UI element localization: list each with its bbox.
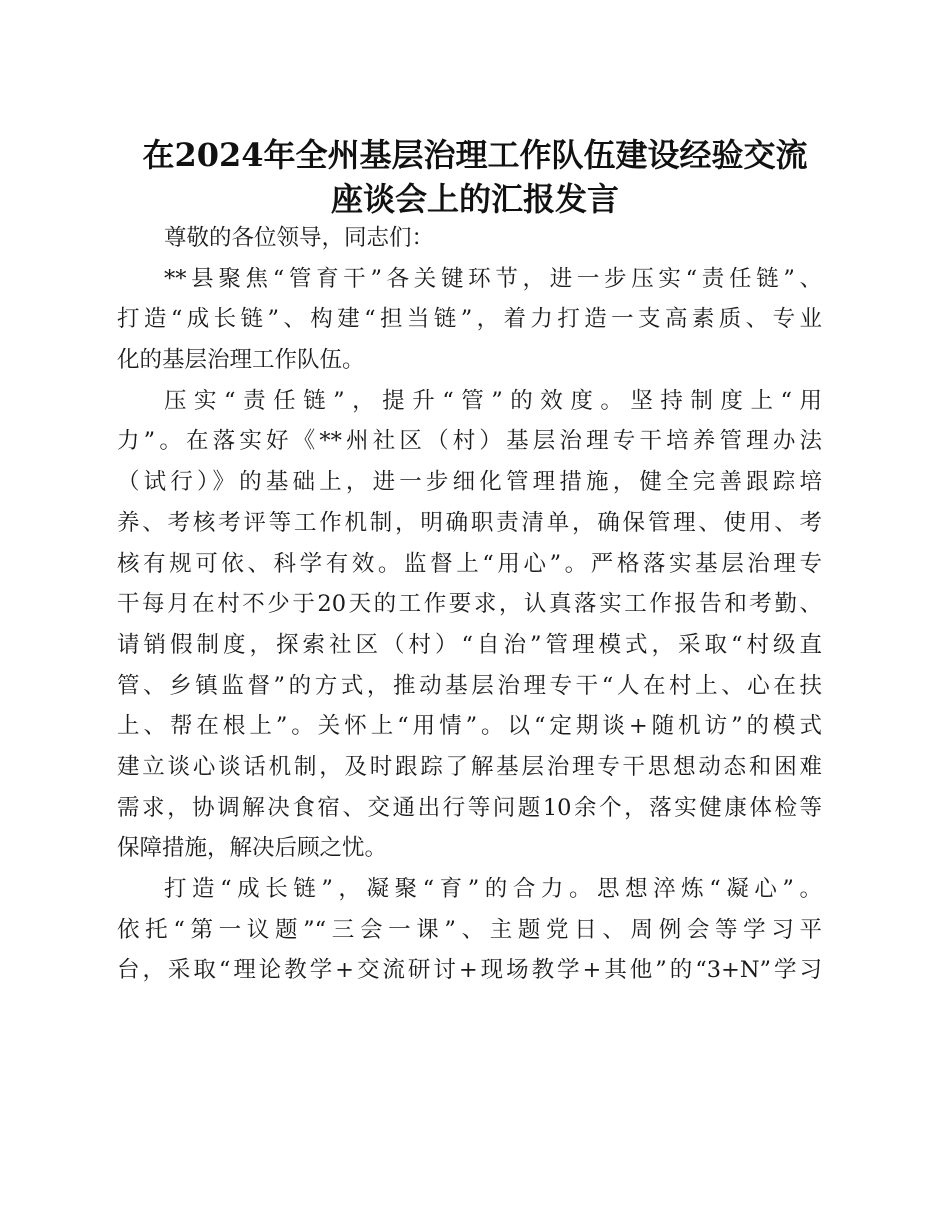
document-title	[100, 133, 850, 221]
paragraph-line: 台，采取“理论教学+交流研讨+现场教学+其他”的“3+N”学习	[117, 957, 822, 984]
document-body	[117, 218, 822, 991]
paragraph-line: 需求，协调解决食宿、交通出行等问题10余个，落实健康体检等	[117, 794, 822, 821]
paragraph-line: 保障措施，解决后顾之忧。	[117, 835, 388, 862]
paragraph-line: 请销假制度，探索社区（村）“自治”管理模式，采取“村级直	[117, 631, 822, 658]
paragraph-line: 打造“成长链”、构建“担当链”，着力打造一支高素质、专业	[117, 306, 822, 333]
title-line-1: 在2024年全州基层治理工作队伍建设经验交流	[142, 136, 808, 174]
paragraph-line: 管、乡镇监督”的方式，推动基层治理专干“人在村上、心在扶	[117, 672, 822, 699]
paragraph-line: 干每月在村不少于20天的工作要求，认真落实工作报告和考勤、	[117, 591, 822, 618]
paragraph-line: 化的基层治理工作队伍。	[117, 347, 365, 374]
paragraph-line: 上、帮在根上”。关怀上“用情”。以“定期谈+随机访”的模式	[117, 713, 822, 740]
salutation: 尊敬的各位领导，同志们：	[164, 225, 435, 251]
title-line-2: 座谈会上的汇报发言	[330, 180, 619, 218]
paragraph-line: 养、考核考评等工作机制，明确职责清单，确保管理、使用、考	[117, 509, 822, 536]
paragraph-line: 依托“第一议题”“三会一课”、主题党日、周例会等学习平	[117, 916, 822, 943]
paragraph-line: **县聚焦“管育干”各关键环节，进一步压实“责任链”、	[164, 265, 822, 292]
paragraph-line: 建立谈心谈话机制，及时跟踪了解基层治理专干思想动态和困难	[117, 753, 822, 780]
paragraph-line: 力”。在落实好《**州社区（村）基层治理专干培养管理办法	[117, 428, 822, 455]
paragraph-line: 压实“责任链”，提升“管”的效度。坚持制度上“用	[164, 387, 822, 414]
paragraph-line: 核有规可依、科学有效。监督上“用心”。严格落实基层治理专	[117, 550, 822, 577]
paragraph-line: 打造“成长链”，凝聚“育”的合力。思想淬炼“凝心”。	[164, 876, 822, 902]
paragraph-line: （试行）》的基础上，进一步细化管理措施，健全完善跟踪培	[117, 469, 822, 496]
